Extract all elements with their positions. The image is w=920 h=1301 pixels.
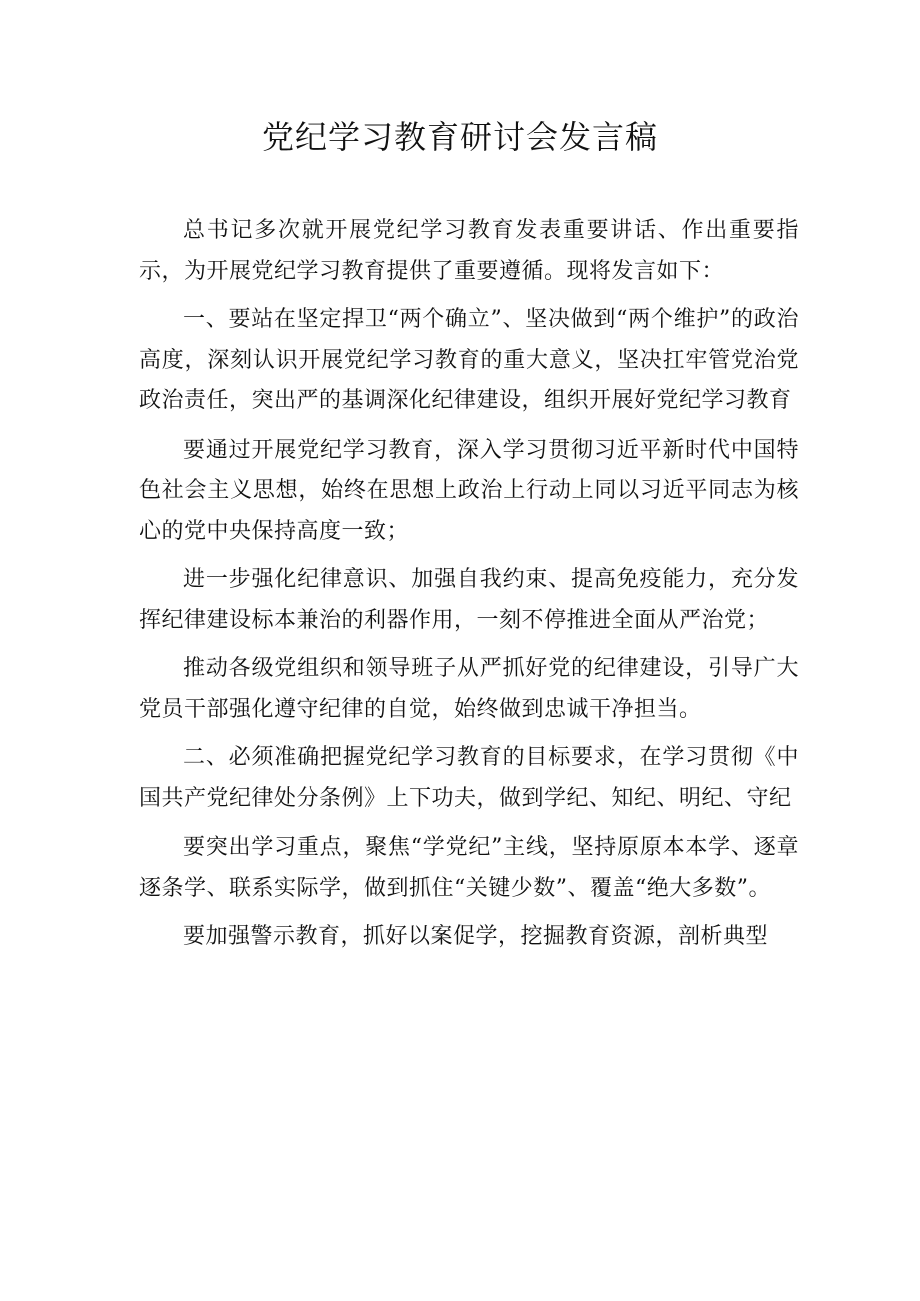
paragraph-section-1-point-2: 进一步强化纪律意识、加强自我约束、提高免疫能力，充分发挥纪律建设标本兼治的利器作用，一刻不停推进全面从严治党；	[139, 567, 799, 633]
paragraph-section-1-heading: 一、要站在坚定捍卫“两个确立”、坚决做到“两个维护”的政治高度，深刻认识开展党纪学习教育的重大意义，坚决扛牢管党治党政治责任，突出严的基调深化纪律建设，组织开展好党纪学习教育	[139, 307, 799, 413]
paragraph-intro: 总书记多次就开展党纪学习教育发表重要讲话、作出重要指示，为开展党纪学习教育提供了重要遵循。现将发言如下：	[139, 218, 799, 284]
paragraph-section-1-point-1: 要通过开展党纪学习教育，深入学习贯彻习近平新时代中国特色社会主义思想，始终在思想上政治上行动上同以习近平同志为核心的党中央保持高度一致；	[139, 437, 799, 544]
paragraph-section-2-point-2: 要加强警示教育，抓好以案促学，挖掘教育资源，剖析典型	[183, 924, 769, 949]
document-title: 党纪学习教育研讨会发言稿	[261, 118, 658, 156]
document-body	[139, 211, 799, 966]
paragraph-section-2-heading: 二、必须准确把握党纪学习教育的目标要求，在学习贯彻《中国共产党纪律处分条例》上下功夫，做到学纪、知纪、明纪、守纪	[139, 745, 799, 811]
paragraph-section-2-point-1: 要突出学习重点，聚焦“学党纪”主线，坚持原原本本学、逐章逐条学、联系实际学，做到抓住“关键少数”、覆盖“绝大多数”。	[139, 835, 799, 901]
paragraph-section-1-point-3: 推动各级党组织和领导班子从严抓好党的纪律建设，引导广大党员干部强化遵守纪律的自觉，始终做到忠诚干净担当。	[139, 656, 799, 722]
